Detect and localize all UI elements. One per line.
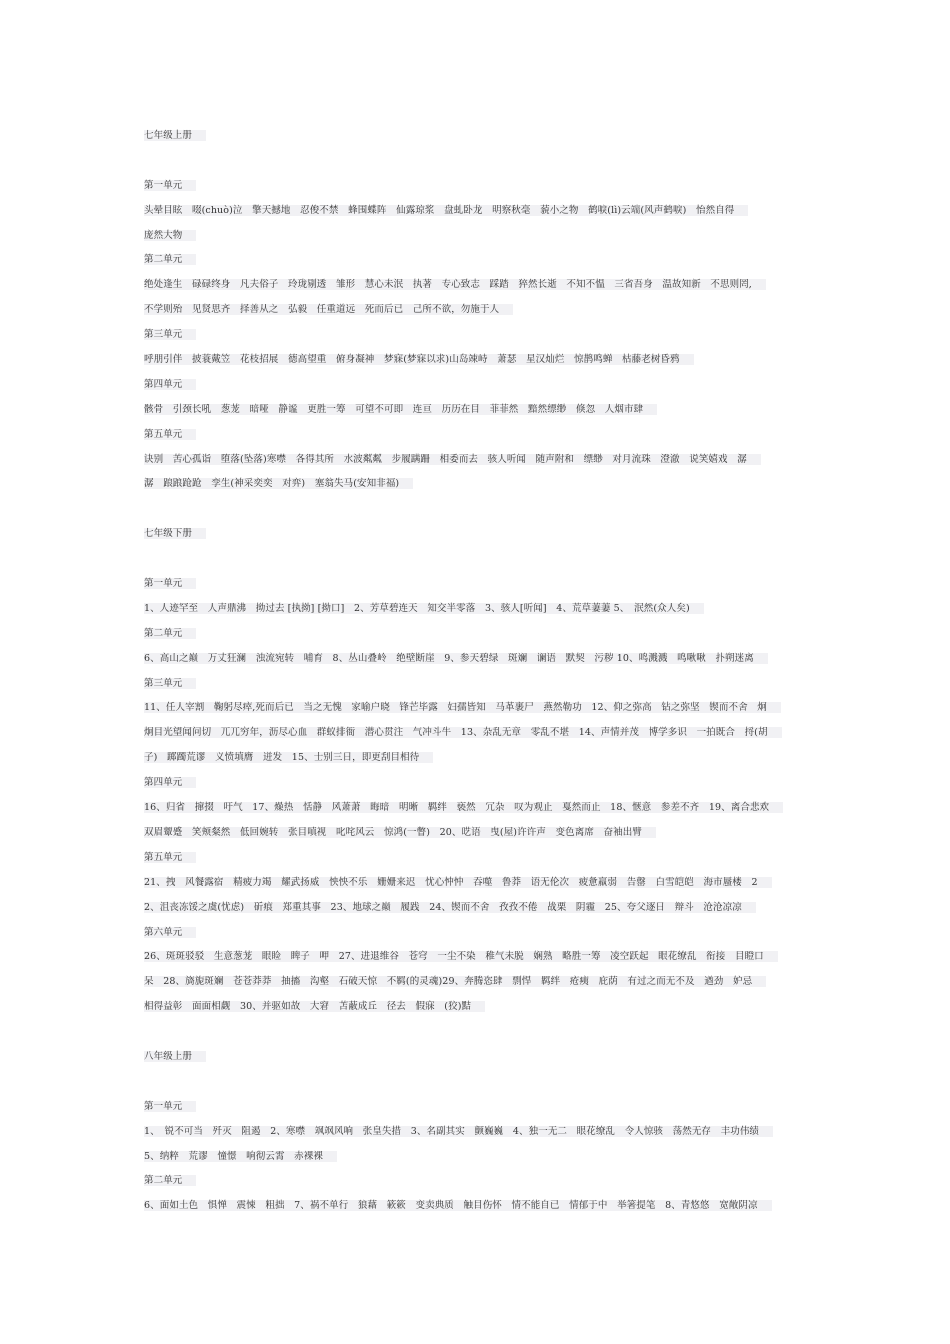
section-heading xyxy=(144,846,809,871)
section-heading xyxy=(144,1169,809,1194)
line-text: 潺 踉踉跄跄 孪生(神采奕奕 对弈) 塞翁失马(安知非福) xyxy=(144,478,413,489)
heading-text: 第三单元 xyxy=(144,678,196,689)
line-text: 诀别 苦心孤诣 堕落(坠落)寒噤 各得其所 水波粼粼 步履蹒跚 相委而去 骇人听闻 随声附和 缥缈 对月流珠 澄澈 说笑嬉戏 潺 xyxy=(144,454,761,465)
vocabulary-line xyxy=(144,1120,809,1145)
vocabulary-line xyxy=(144,796,809,821)
section-heading xyxy=(144,373,809,398)
line-text: 呆 28、旖旎斑斓 苍苍莽莽 抽搐 沟壑 石破天惊 不羁(的灵魂)29、奔腾恣肆 剽悍 羁绊 疮痍 庇荫 有过之而无不及 遒劲 妒忌 xyxy=(144,976,766,987)
section-heading xyxy=(144,672,809,697)
line-text: 骸骨 引颈长吼 葱茏 暗哑 静谧 更胜一筹 可望不可即 连亘 历历在目 菲菲然 黯然缥缈 倏忽 人烟市肆 xyxy=(144,404,657,415)
vocabulary-line xyxy=(144,995,809,1020)
line-text: 1、 锐不可当 歼灭 阻遏 2、寒噤 飒飒风响 张皇失措 3、名副其实 颤巍巍 4、独一无二 眼花缭乱 令人惊骇 荡然无存 丰功伟绩 xyxy=(144,1126,773,1137)
section-heading xyxy=(144,572,809,597)
heading-text: 第四单元 xyxy=(144,379,196,390)
section-heading xyxy=(144,323,809,348)
heading-text: 第一单元 xyxy=(144,578,196,589)
line-text: 6、高山之巅 万丈狂澜 浊流宛转 哺育 8、丛山叠岭 绝壁断崖 9、参天碧绿 斑斓 谰语 默契 污秽 10、鸣溅溅 鸣啾啾 扑朔迷离 xyxy=(144,653,768,664)
section-heading xyxy=(144,423,809,448)
vocabulary-line xyxy=(144,448,809,473)
line-text: 11、任人宰割 鞠躬尽瘁,死而后已 当之无愧 家喻户晓 锋芒毕露 妇孺皆知 马革裹尸 燕然勒功 12、仰之弥高 钻之弥坚 锲而不舍 炯 xyxy=(144,702,781,713)
vocabulary-line xyxy=(144,696,809,721)
vocabulary-line xyxy=(144,896,809,921)
line-text: 绝处逢生 碌碌终身 凡夫俗子 玲珑剔透 雏形 慧心未泯 执著 专心致志 踩踏 猝然长逝 不知不愠 三省吾身 温故知新 不思则罔, xyxy=(144,279,766,290)
section-heading xyxy=(144,522,809,547)
section-heading xyxy=(144,1095,809,1120)
line-text: 相得益彰 面面相觑 30、并驱如故 大窘 苫蔽成丘 径去 假寐 (狡)黠 xyxy=(144,1001,485,1012)
heading-text: 第二单元 xyxy=(144,1175,196,1186)
vocabulary-line xyxy=(144,398,809,423)
section-heading xyxy=(144,921,809,946)
blank-line xyxy=(144,1020,809,1045)
line-text: 不学则殆 见贤思齐 择善从之 弘毅 任重道远 死而后已 己所不欲，勿施于人 xyxy=(144,304,513,315)
line-text: 炯目光望闻问切 兀兀穷年，沥尽心血 群蚁排衙 潜心贯注 气冲斗牛 13、杂乱无章 零乱不堪 14、声情并茂 博学多识 一拍既合 捋(胡 xyxy=(144,727,782,738)
heading-text: 七年级下册 xyxy=(144,528,206,539)
vocabulary-line xyxy=(144,970,809,995)
line-text: 庞然大物 xyxy=(144,230,196,241)
heading-text: 第五单元 xyxy=(144,852,196,863)
section-heading xyxy=(144,771,809,796)
line-text: 1、人迹罕至 人声鼎沸 拗过去 [执拗] [拗口] 2、芳草碧连天 知交半零落 3、骇人[听闻] 4、荒草萋萋 5、 泯然(众人矣) xyxy=(144,603,704,614)
heading-text: 第六单元 xyxy=(144,927,196,938)
vocabulary-line xyxy=(144,597,809,622)
blank-line xyxy=(144,149,809,174)
heading-text: 第一单元 xyxy=(144,1101,196,1112)
line-text: 呼朋引伴 披蓑戴笠 花枝招展 德高望重 俯身凝神 梦寐(梦寐以求)山岛竦峙 萧瑟 星汉灿烂 惊鹊鸣蝉 枯藤老树昏鸦 xyxy=(144,354,694,365)
heading-text: 第二单元 xyxy=(144,628,196,639)
line-text: 6、面如土色 惧惮 震悚 粗拙 7、祸不单行 狼藉 簌簌 变卖典质 触目伤怀 情不能自已 情郁于中 举箸提笔 8、青悠悠 宽敞阴凉 xyxy=(144,1200,772,1211)
vocabulary-line xyxy=(144,273,809,298)
vocabulary-line xyxy=(144,945,809,970)
heading-text: 第五单元 xyxy=(144,429,196,440)
vocabulary-line xyxy=(144,647,809,672)
line-text: 26、斑斑驳驳 生意葱茏 眼睑 睥子 呷 27、进退维谷 苍穹 一尘不染 稚气未脱 娴熟 略胜一筹 凌空跃起 眼花缭乱 衔接 目瞪口 xyxy=(144,951,778,962)
vocabulary-line xyxy=(144,348,809,373)
vocabulary-line xyxy=(144,472,809,497)
heading-text: 第二单元 xyxy=(144,254,196,265)
line-text: 子) 踯躅荒谬 义愤填膺 迸发 15、士别三日，即更刮目相待 xyxy=(144,752,433,763)
line-text: 双眉颦蹙 笑颊粲然 低回婉转 张目嗔视 叱咤风云 惊鸿(一瞥) 20、呓语 曳(屋)许许声 变色离席 奋袖出臂 xyxy=(144,827,656,838)
vocabulary-line xyxy=(144,199,809,224)
document-body xyxy=(144,124,809,1219)
vocabulary-line xyxy=(144,1145,809,1170)
line-text: 头晕目眩 啜(chuò)泣 擎天撼地 忍俊不禁 蜂围蝶阵 仙露琼浆 盘虬卧龙 明察秋毫 藐小之物 鹤唳(lì)云端(风声鹤唳) 怡然自得 xyxy=(144,205,748,216)
heading-text: 第四单元 xyxy=(144,777,196,788)
blank-line xyxy=(144,547,809,572)
line-text: 5、纳粹 荒谬 憧憬 响彻云霄 赤裸裸 xyxy=(144,1151,337,1162)
section-heading xyxy=(144,124,809,149)
section-heading xyxy=(144,248,809,273)
vocabulary-line xyxy=(144,1194,809,1219)
heading-text: 第一单元 xyxy=(144,180,196,191)
heading-text: 八年级上册 xyxy=(144,1051,206,1062)
vocabulary-line xyxy=(144,224,809,249)
section-heading xyxy=(144,174,809,199)
vocabulary-line xyxy=(144,721,809,746)
vocabulary-line xyxy=(144,821,809,846)
section-heading xyxy=(144,1045,809,1070)
vocabulary-line xyxy=(144,298,809,323)
line-text: 2、沮丧冻馁之虞(忧虑) 斫痕 郑重其事 23、地球之巅 履践 24、锲而不舍 孜孜不倦 战栗 阴霾 25、夸父逐日 辩斗 沧沧凉凉 xyxy=(144,902,756,913)
line-text: 21、拽 风餐露宿 精疲力竭 耀武扬威 怏怏不乐 姗姗来迟 忧心忡忡 吞噬 鲁莽 语无伦次 疲惫羸弱 告罄 白雪皑皑 海市蜃楼 2 xyxy=(144,877,772,888)
blank-line xyxy=(144,1070,809,1095)
heading-text: 七年级上册 xyxy=(144,130,206,141)
blank-line xyxy=(144,497,809,522)
heading-text: 第三单元 xyxy=(144,329,196,340)
vocabulary-line xyxy=(144,746,809,771)
line-text: 16、归省 撺掇 吁气 17、燥热 恬静 风萧萧 晦暗 明晰 羁绊 亵然 冗杂 叹为观止 戛然而止 18、惬意 参差不齐 19、离合悲欢 xyxy=(144,802,783,813)
vocabulary-line xyxy=(144,871,809,896)
section-heading xyxy=(144,622,809,647)
